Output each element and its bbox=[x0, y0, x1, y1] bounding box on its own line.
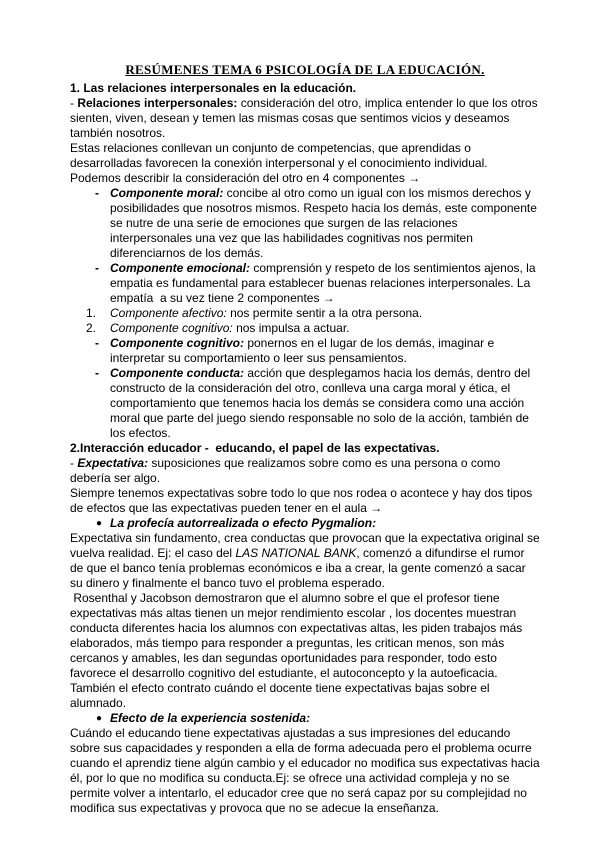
list-item-componente-moral bbox=[70, 186, 540, 261]
term-componente-cognitivo-empatia: Componente cognitivo: bbox=[110, 321, 233, 335]
number-marker: 2. bbox=[86, 321, 97, 335]
text-pygmalion-after: , comenzó a difundirse el rumor de que el banco tenía problemas económicos e iba a crear, la gente comenzó a sacar su dinero y finalmente el banco tuvo el problema esperado. bbox=[70, 546, 529, 590]
para-competencias: Estas relaciones conllevan un conjunto de competencias, que aprendidas o desarrolladas favorecen la conexión interpersonal y el conocimiento individual. bbox=[70, 141, 488, 170]
term-componente-conducta: Componente conducta: bbox=[110, 366, 244, 380]
list-item-componente-emocional bbox=[70, 261, 540, 306]
title-experiencia-sostenida: Efecto de la experiencia sostenida: bbox=[110, 711, 311, 725]
text-componente-moral: concibe al otro como un igual con los mismos derechos y posibilidades que nosotros mismos. Respeto hacia los demás, este componente se nutre de una serie de emociones que surgen de las relaciones interpersonales una vez que las habilidades cognitivas nos permiten diferenciarnos de los demás. bbox=[110, 186, 541, 260]
list-item-profecia-pygmalion bbox=[70, 516, 540, 531]
round-bullet-icon: ● bbox=[96, 518, 103, 529]
para-expectativa bbox=[70, 456, 540, 486]
doc-title: RESÚMENES TEMA 6 PSICOLOGÍA DE LA EDUCACIÓN. bbox=[125, 62, 485, 77]
number-marker: 1. bbox=[86, 306, 97, 320]
para-tipos-efectos: Siempre tenemos expectativas sobre todo lo que nos rodea o acontece y hay dos tipos de efectos que las expectativas pueden tener en el aula → bbox=[70, 486, 536, 515]
dash-prefix: - bbox=[70, 456, 78, 470]
list-item-componente-conducta bbox=[70, 366, 540, 441]
dash-bullet-icon: - bbox=[95, 366, 99, 380]
text-componente-cognitivo: ponernos en el lugar de los demás, imaginar e interpretar su comportamiento o leer sus pensamientos. bbox=[110, 336, 498, 365]
text-relaciones-interpersonales: consideración del otro, implica entender lo que los otros sienten, viven, desean y temen las mismas cosas que sentimos vicios y deseamos también nosotros. bbox=[70, 96, 541, 140]
term-expectativa: Expectativa: bbox=[77, 456, 149, 470]
text-componente-conducta: acción que desplegamos hacia los demás, dentro del constructo de la consideración del otro, conlleva una carga moral y ética, el comportamiento que tenemos hacia los demás se considera como una acción moral que parte del juego siendo responsable no solo de la acción, también de los efectos. bbox=[110, 366, 534, 440]
term-componente-afectivo: Componente afectivo: bbox=[110, 306, 227, 320]
list-item-componente-cognitivo bbox=[70, 336, 540, 366]
dash-bullet-icon: - bbox=[95, 261, 99, 275]
text-pygmalion-before: Expectativa sin fundamento, crea conductas que provocan que la expectativa original se vuelva realidad. Ej: el caso del bbox=[70, 531, 543, 560]
para-experiencia-sostenida: Cuándo el educando tiene expectativas ajustadas a sus impresiones del educando sobre sus capacidades y responden a ella de forma adecuada pero el problema ocurre cuando el aprendiz tiene algún cambio y el educador no modifica sus expectativas hacia él, por lo que no modifica su conducta.Ej: se ofrece una actividad compleja y no se permite volver a intentarlo, el educador cree que no será capaz por su complejidad no modifica sus expectativas y provoca que no se adecue la enseñanza. bbox=[70, 726, 543, 815]
text-componente-cognitivo-empatia: nos impulsa a actuar. bbox=[232, 321, 350, 335]
term-componente-emocional: Componente emocional: bbox=[110, 261, 251, 275]
dash-bullet-icon: - bbox=[95, 186, 99, 200]
bank-name: LAS NATIONAL BANK bbox=[235, 546, 357, 560]
text-componente-afectivo: nos permite sentir a la otra persona. bbox=[226, 306, 423, 320]
para-componentes-intro: Podemos describir la consideración del otro en 4 componentes → bbox=[70, 171, 421, 185]
list-item-experiencia-sostenida bbox=[70, 711, 540, 726]
term-componente-cognitivo: Componente cognitivo: bbox=[110, 336, 244, 350]
section1-heading: 1. Las relaciones interpersonales en la educación. bbox=[70, 81, 357, 95]
para-pygmalion bbox=[70, 531, 543, 591]
title-profecia-pygmalion: La profecía autorrealizada o efecto Pygmalion: bbox=[110, 516, 377, 530]
para-relaciones-interpersonales bbox=[70, 96, 540, 141]
list-item-componente-cognitivo-empatia bbox=[70, 321, 540, 336]
text-componente-emocional: comprensión y respeto de los sentimientos ajenos, la empatia es fundamental para establecer buenas relaciones interpersonales. La empatía a su vez tiene 2 componentes → bbox=[110, 261, 539, 305]
term-componente-moral: Componente moral: bbox=[110, 186, 224, 200]
dash-bullet-icon: - bbox=[95, 336, 99, 350]
round-bullet-icon: ● bbox=[96, 713, 103, 724]
section2-heading: 2.Interacción educador - educando, el papel de las expectativas. bbox=[70, 441, 440, 455]
para-rosenthal: Rosenthal y Jacobson demostraron que el alumno sobre el que el profesor tiene expectativas más altas tienen un mejor rendimiento escolar , los docentes muestran conducta diferentes hacia los alumnos con expectativas altas, les piden trabajos más elaborados, más tiempo para responder a preguntas, les critican menos, son más cercanos y amables, les dan segundas oportunidades para responder, todo esto favorece el desarrollo cognitivo del estudiante, el autoconcepto y la autoeficacia. También el efecto contrato cuándo el docente tiene expectativas bajas sobre el alumnado. bbox=[70, 591, 526, 710]
term-relaciones-interpersonales: Relaciones interpersonales: bbox=[77, 96, 238, 110]
text-expectativa: suposiciones que realizamos sobre como es una persona o como debería ser algo. bbox=[70, 456, 504, 485]
list-item-componente-afectivo bbox=[70, 306, 540, 321]
dash-prefix: - bbox=[70, 96, 78, 110]
